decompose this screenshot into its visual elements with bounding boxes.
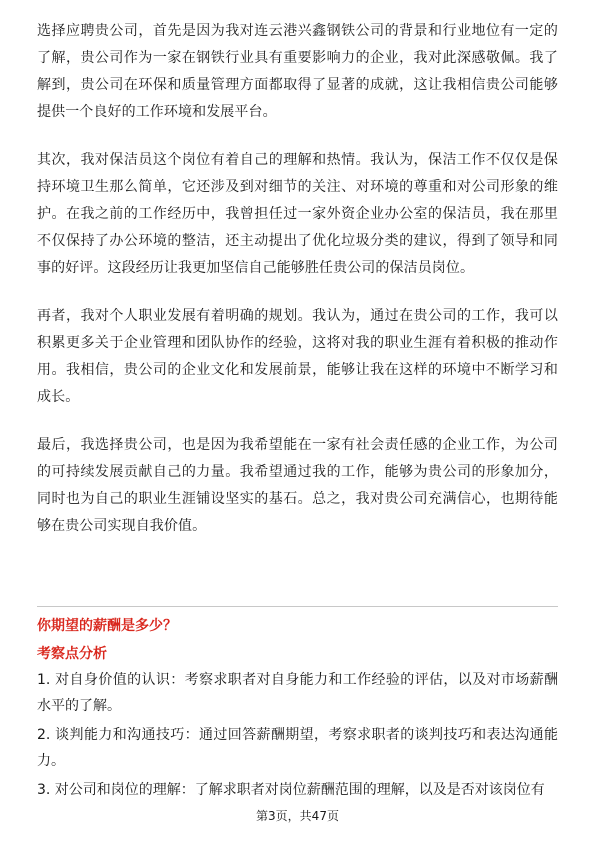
answer-paragraph-4: 最后，我选择贵公司，也是因为我希望能在一家有社会责任感的企业工作，为公司的可持续发展贡献自己的力量。我希望通过我的工作，能够为贵公司的形象加分，同时也为自己的职业生涯铺设坚实的基石。总之，我对贵公司充满信心，也期待能够在贵公司实现自我价值。: [37, 437, 558, 534]
analysis-point-3: 3. 对公司和岗位的理解：了解求职者对岗位薪酬范围的理解，以及是否对该岗位有: [37, 782, 545, 798]
answer-body: [37, 18, 558, 540]
answer-paragraph-1: 选择应聘贵公司，首先是因为我对连云港兴鑫钢铁公司的背景和行业地位有一定的了解，贵公司作为一家在钢铁行业具有重要影响力的企业，我对此深感敬佩。我了解到，贵公司在环保和质量管理方面都取得了显著的成就，这让我相信贵公司能够提供一个良好的工作环境和发展平台。: [37, 23, 558, 120]
page-number-footer: 第3页，共47页: [256, 809, 339, 823]
answer-paragraph-2: 其次，我对保洁员这个岗位有着自己的理解和热情。我认为，保洁工作不仅仅是保持环境卫生那么简单，它还涉及到对细节的关注、对环境的尊重和对公司形象的维护。在我之前的工作经历中，我曾担任过一家外资企业办公室的保洁员，我在那里不仅保持了办公环境的整洁，还主动提出了优化垃圾分类的建议，得到了领导和同事的好评。这段经历让我更加坚信自己能够胜任贵公司的保洁员岗位。: [37, 152, 558, 276]
analysis-point-1: 1. 对自身价值的认识：考察求职者对自身能力和工作经验的评估，以及对市场薪酬水平的了解。: [37, 672, 558, 714]
question-section: [37, 613, 558, 803]
section-divider: [37, 606, 558, 607]
answer-paragraph-3: 再者，我对个人职业发展有着明确的规划。我认为，通过在贵公司的工作，我可以积累更多关于企业管理和团队协作的经验，这将对我的职业生涯有着积极的推动作用。我相信，贵公司的企业文化和发展前景，能够让我在这样的环境中不断学习和成长。: [37, 308, 558, 405]
analysis-point-2: 2. 谈判能力和沟通技巧：通过回答薪酬期望，考察求职者的谈判技巧和表达沟通能力。: [37, 727, 558, 769]
analysis-heading: 考察点分析: [37, 646, 107, 662]
analysis-points-list: [37, 667, 558, 803]
question-heading: 你期望的薪酬是多少？: [37, 618, 177, 634]
